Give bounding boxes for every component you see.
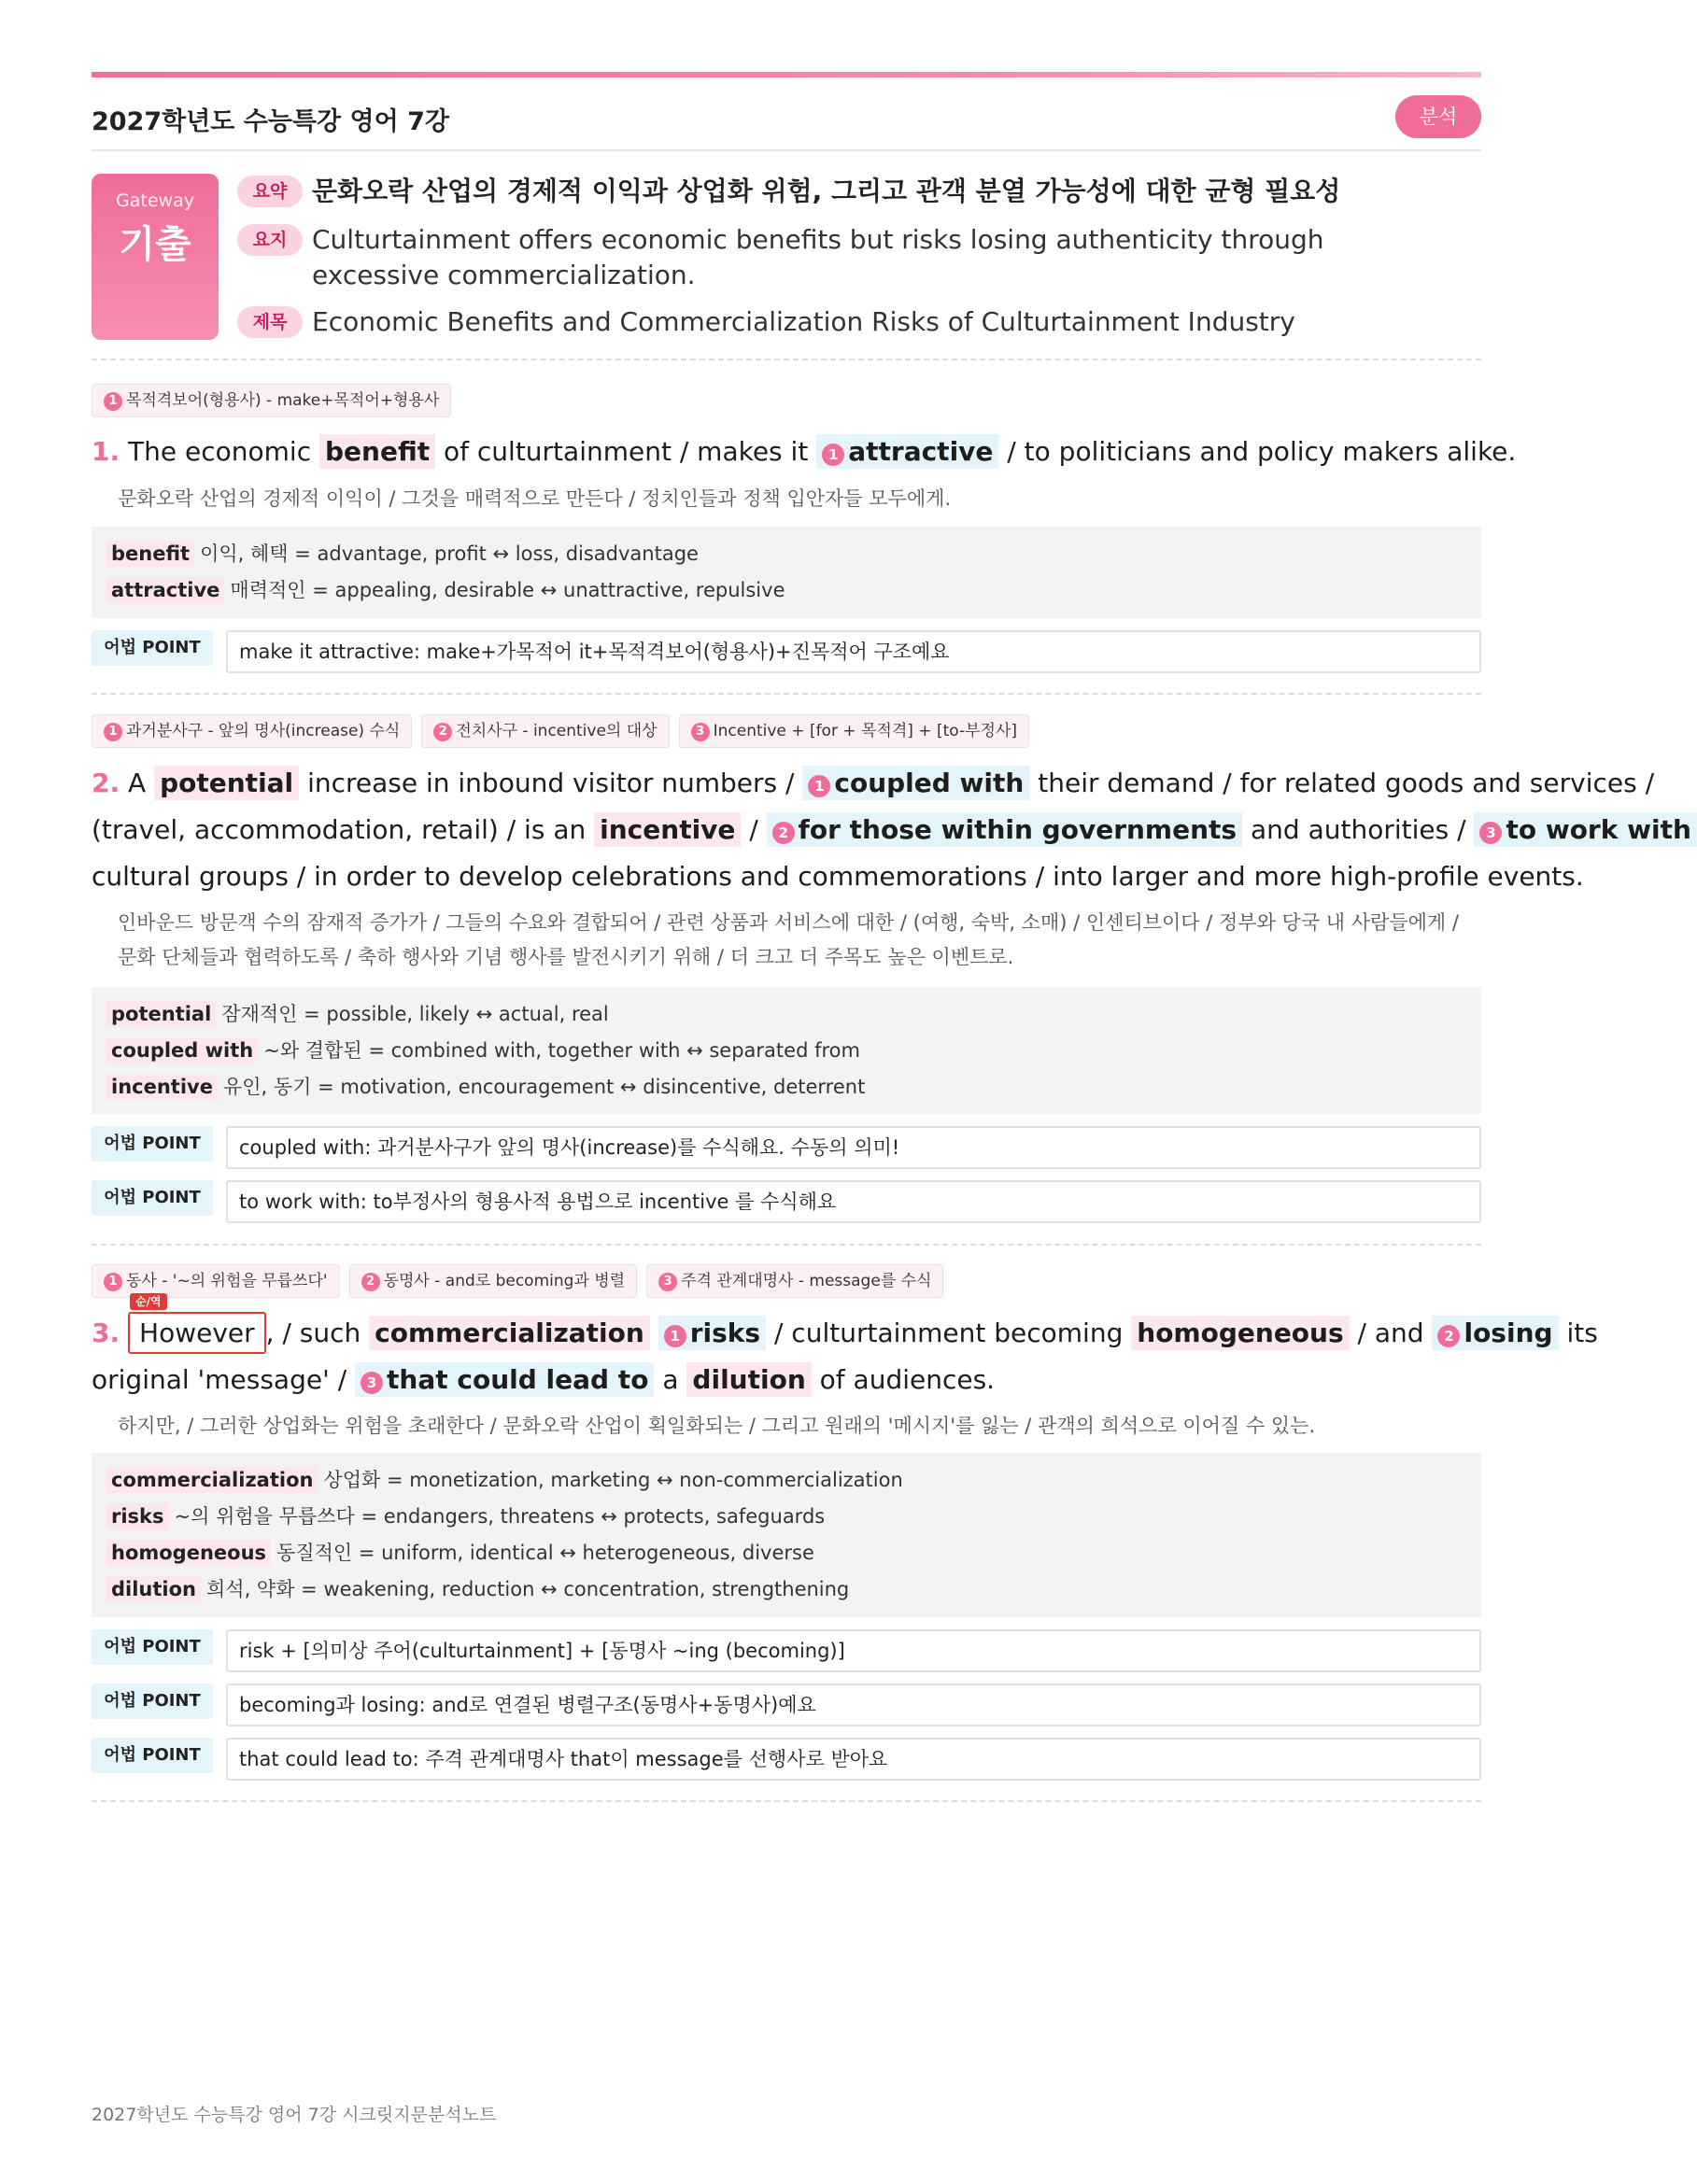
number-badge-icon: 1 — [104, 723, 122, 741]
grammar-point-tag: 어법 POINT — [92, 1126, 213, 1162]
vocab-row: potential 잠재적인 = possible, likely ↔ actual, real — [106, 996, 1466, 1033]
number-badge-icon: 1 — [664, 1325, 686, 1347]
divider — [92, 1800, 1481, 1802]
grammar-tag: 2 전치사구 - incentive의 대상 — [421, 714, 669, 748]
grammar-point-tag: 어법 POINT — [92, 630, 213, 666]
divider — [92, 359, 1481, 360]
page-header — [92, 92, 1481, 151]
grammar-point — [92, 1629, 1481, 1672]
grammar-point — [92, 630, 1481, 673]
sentence-line: 2. A potential increase in inbound visitor numbers / 1 coupled with their demand / for related goods and services / — [92, 768, 1655, 798]
sentence-line: cultural groups / in order to develop celebrations and commemorations / into larger and more high-profile events. — [92, 861, 1584, 892]
grammar-highlight-that-could: 3 that could lead to — [355, 1362, 654, 1397]
translation-1: 문화오락 산업의 경제적 이익이 / 그것을 매력적으로 만든다 / 정치인들과 정책 입안자들 모두에게. — [118, 487, 952, 510]
sentence-number: 3. — [92, 1317, 120, 1348]
divider — [92, 693, 1481, 695]
keyword-commercialization: commercialization — [369, 1316, 650, 1350]
grammar-tag: 1 과거분사구 - 앞의 명사(increase) 수식 — [92, 714, 412, 748]
translation-2: 인바운드 방문객 수의 잠재적 증가가 / 그들의 수요와 결합되어 / 관련 상품과 서비스에 대한 / (여행, 숙박, 소매) / 인센티브이다 / 정부와 당국 내 사람들에게 / 문화 단체들과 협력하도록 / 축하 행사와 기념 행사를 발전시키기 위해 / 더 크고 더 주목도 높은 이벤트로. — [118, 911, 1459, 968]
grammar-point — [92, 1684, 1481, 1726]
grammar-highlight-attractive: 1 attractive — [816, 434, 998, 469]
vocab-row: coupled with ~와 결합된 = combined with, together with ↔ separated from — [106, 1033, 1466, 1069]
number-badge-icon: 2 — [772, 822, 795, 844]
number-badge-icon: 1 — [822, 444, 844, 466]
number-badge-icon: 3 — [658, 1273, 677, 1291]
gateway-label: Gateway — [116, 190, 194, 211]
number-badge-icon: 1 — [104, 1273, 122, 1291]
sentence-number: 2. — [92, 768, 120, 798]
keyword-incentive: incentive — [594, 812, 741, 847]
divider — [92, 1244, 1481, 1246]
grammar-point-tag: 어법 POINT — [92, 1684, 213, 1719]
vocab-row: homogeneous 동질적인 = uniform, identical ↔ heterogeneous, diverse — [106, 1535, 1466, 1571]
keyword-potential: potential — [154, 766, 299, 800]
grammar-tags-3 — [92, 1264, 943, 1298]
gateway-badge — [92, 174, 219, 340]
title-text: Economic Benefits and Commercialization Risks of Culturtainment Industry — [312, 306, 1295, 337]
title-tag: 제목 — [237, 306, 303, 338]
top-accent-rule — [92, 72, 1481, 77]
page — [92, 0, 1691, 2184]
sentence-1 — [92, 429, 1517, 475]
however-marker: 순/역 However — [128, 1312, 266, 1354]
grammar-point-tag: 어법 POINT — [92, 1180, 213, 1216]
summary-tag: 요약 — [237, 176, 303, 207]
vocab-row: risks ~의 위험을 무릅쓰다 = endangers, threatens ↔ protects, safeguards — [106, 1499, 1466, 1535]
grammar-highlight-to-work-with: 3 to work with — [1474, 812, 1696, 847]
grammar-point-tag: 어법 POINT — [92, 1738, 213, 1773]
sentence-line: (travel, accommodation, retail) / is an incentive / 2 for those within governments and authorities / 3 to work with — [92, 807, 1481, 853]
page-footer: 2027학년도 수능특강 영어 7강 시크릿지문분석노트 — [92, 2105, 497, 2125]
keyword-dilution: dilution — [686, 1362, 811, 1397]
grammar-point — [92, 1738, 1481, 1781]
vocab-row: attractive 매력적인 = appealing, desirable ↔ unattractive, repulsive — [106, 572, 1466, 609]
page-title: 2027학년도 수능특강 영어 7강 — [92, 107, 449, 136]
grammar-tag: 3 Incentive + [for + 목적격] + [to-부정사] — [679, 714, 1029, 748]
grammar-point-tag: 어법 POINT — [92, 1629, 213, 1665]
sentence-line: 1. The economic benefit of culturtainment / makes it 1 attractive / to politicians and policy makers alike. — [92, 436, 1517, 467]
number-badge-icon: 3 — [691, 723, 710, 741]
number-badge-icon: 2 — [1437, 1325, 1460, 1347]
grammar-highlight-for-those: 2 for those within governments — [767, 812, 1242, 847]
vocab-row: incentive 유인, 동기 = motivation, encouragement ↔ disincentive, deterrent — [106, 1069, 1466, 1106]
summary-text: 문화오락 산업의 경제적 이익과 상업화 위험, 그리고 관객 분열 가능성에 대한 균형 필요성 — [312, 176, 1341, 206]
sentence-line: 3. 순/역 However , / such commercialization 1 risks / culturtainment becoming homogeneous / and 2 losing its — [92, 1310, 1481, 1357]
grammar-point — [92, 1126, 1481, 1169]
sentence-2 — [92, 760, 1691, 900]
grammar-tag: 1 목적격보어(형용사) - make+목적어+형용사 — [92, 384, 451, 417]
grammar-highlight-losing: 2 losing — [1432, 1316, 1558, 1350]
grammar-point-text: that could lead to: 주격 관계대명사 that이 message를 선행사로 받아요 — [226, 1738, 1481, 1781]
gist-tag: 요지 — [237, 224, 303, 256]
vocab-box-3 — [92, 1453, 1481, 1617]
grammar-point-text: to work with: to부정사의 형용사적 용법으로 incentive 를 수식해요 — [226, 1180, 1481, 1223]
grammar-tags-1 — [92, 384, 451, 417]
grammar-tag: 1 동사 - '~의 위험을 무릅쓰다' — [92, 1264, 340, 1298]
grammar-tag: 3 주격 관계대명사 - message를 수식 — [646, 1264, 943, 1298]
gateway-title: 기출 — [119, 223, 191, 266]
grammar-point-text: becoming과 losing: and로 연결된 병렬구조(동명사+동명사)예요 — [226, 1684, 1481, 1726]
grammar-point-text: coupled with: 과거분사구가 앞의 명사(increase)를 수식해요. 수동의 의미! — [226, 1126, 1481, 1169]
sentence-3 — [92, 1295, 1598, 1403]
number-badge-icon: 1 — [808, 775, 830, 797]
vocab-row: commercialization 상업화 = monetization, marketing ↔ non-commercialization — [106, 1462, 1466, 1499]
number-badge-icon: 2 — [361, 1273, 380, 1291]
grammar-tags-2 — [92, 714, 1029, 748]
keyword-homogeneous: homogeneous — [1131, 1316, 1349, 1350]
vocab-box-1 — [92, 527, 1481, 618]
order-flag: 순/역 — [130, 1293, 167, 1310]
number-badge-icon: 1 — [104, 392, 122, 411]
number-badge-icon: 3 — [1479, 822, 1502, 844]
vocab-row: dilution 희석, 약화 = weakening, reduction ↔ concentration, strengthening — [106, 1571, 1466, 1608]
grammar-highlight-coupled-with: 1 coupled with — [802, 766, 1029, 800]
number-badge-icon: 3 — [361, 1372, 383, 1394]
sentence-number: 1. — [92, 436, 120, 467]
grammar-point — [92, 1180, 1481, 1223]
sentence-line: original 'message' / 3 that could lead to a dilution of audiences. — [92, 1364, 996, 1395]
translation-3: 하지만, / 그러한 상업화는 위험을 초래한다 / 문화오락 산업이 획일화되는 / 그리고 원래의 '메시지'를 잃는 / 관객의 희석으로 이어질 수 있는. — [118, 1415, 1316, 1437]
grammar-point-text: make it attractive: make+가목적어 it+목적격보어(형용사)+진목적어 구조예요 — [226, 630, 1481, 673]
gist-text: Culturtainment offers economic benefits but risks losing authenticity through excessive commercialization. — [312, 224, 1324, 290]
keyword-benefit: benefit — [319, 434, 435, 469]
vocab-box-2 — [92, 987, 1481, 1114]
analysis-badge[interactable]: 분석 — [1395, 95, 1481, 138]
grammar-highlight-risks: 1 risks — [658, 1316, 766, 1350]
grammar-tag: 2 동명사 - and로 becoming과 병렬 — [349, 1264, 638, 1298]
vocab-row: benefit 이익, 혜택 = advantage, profit ↔ loss, disadvantage — [106, 536, 1466, 572]
number-badge-icon: 2 — [433, 723, 452, 741]
grammar-point-text: risk + [의미상 주어(culturtainment] + [동명사 ~ing (becoming)] — [226, 1629, 1481, 1672]
